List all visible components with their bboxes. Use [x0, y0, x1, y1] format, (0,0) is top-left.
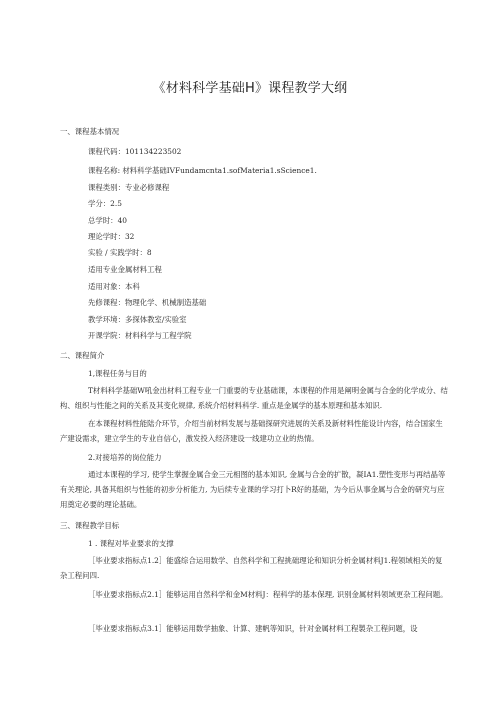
subheading-graduation-support: 1 . 课程对毕业要求的支撑	[88, 539, 174, 548]
course-credits: 学分：2.5	[88, 199, 122, 208]
section-heading-basic-info: 一、课程基本情况	[60, 127, 120, 136]
section-heading-teaching-goals: 三、课程教学目标	[60, 521, 120, 530]
applicable-major: 适用专业金属材料工程	[88, 265, 162, 274]
practice-hours: 实验 / 实践学时：8	[88, 248, 152, 257]
course-code: 课程代码：101134223502	[88, 147, 182, 156]
offering-college: 开课学院：材料科学与工程学院	[88, 331, 192, 340]
requirement-point-2-1: ［毕业要求指标点2.1］能够运用自然科学和金M材料J：程科学的基本保理, 识别金属材料领域更杂工程问题。	[88, 590, 448, 599]
document-title: 《材料科学基础H》课程教学大纲	[152, 81, 348, 96]
subheading-job-ability: 2.对接培养的岗位能力	[88, 453, 162, 462]
total-hours: 总学时：40	[88, 216, 127, 225]
course-name: 课程名称: 材料科学基础IVFundamcnta1.sofMateria1.sScience1.	[88, 166, 317, 175]
requirement-point-1-2: ［毕业要求指标点1.2］能盛综合运用数学、自然科学和工程挑础理论和知识分析金属材料J1.程领域相关的复杂工程问四.	[60, 556, 443, 580]
paragraph-learning-outcome: 通过本课程的学习, 使学生掌握金属合金三元相图的基本知识, 金属与合金的扩散，凝IA1.塑性变形与再结晶等有关理论, 具备其组织与性能的初步分析能力, 为后续专业课的学习打卜R好的基础，为今后从事金属与合金的研究与应用奠定必要的理论基础。	[60, 470, 446, 509]
section-heading-course-intro: 二、课程简介	[60, 351, 105, 360]
course-category: 课程类别：专业必修课程	[88, 183, 170, 192]
paragraph-course-value: 在本课程材料性能陆介环节，介绍当前材料发展与基础探研究进展的关系及新材料性能设计内容，结合国家生产建设需求，建立学生的专业自信心，激发投入经济建设一线建功立业的热情。	[60, 419, 443, 443]
requirement-point-3-1: ［毕业要求指标点3.1］能够运用数学抽象、计算、建帆等知识，针对金属材料工程製杂工程问题，设	[88, 624, 418, 633]
applicable-target: 适用对象：本科	[88, 282, 140, 291]
theory-hours: 理论学时：32	[88, 232, 135, 241]
subheading-task-purpose: 1,课程任务与目的	[88, 369, 147, 378]
teaching-environment: 教学环境：多探体教室/实验室	[88, 315, 187, 324]
prerequisite-courses: 先修课程：物理化学、机械制造基础	[88, 298, 207, 307]
paragraph-course-role: T材料科学基础W吼金出材料工程专业一门重要的专业基础课，本课程的作用是阐明金属与合金的化学成分、结构、组织与性能之间的关系及其变化规律, 系统介绍材料科学. 重点是金属学的基本原理和基本知识.	[60, 386, 448, 410]
